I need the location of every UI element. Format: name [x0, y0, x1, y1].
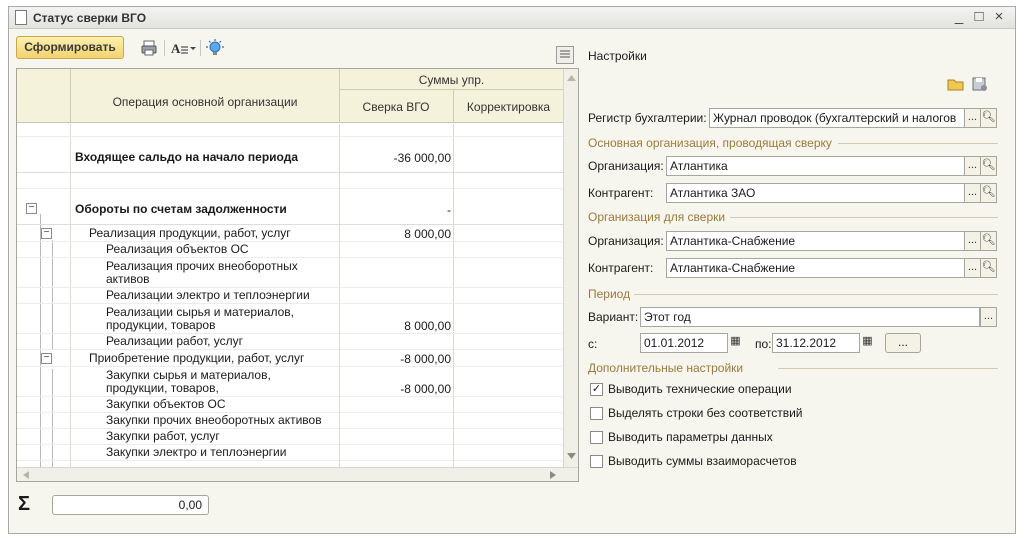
table-header	[17, 69, 564, 123]
open-folder-icon[interactable]	[947, 76, 965, 92]
checkbox-unmatched-label[interactable]: Выделять строки без соответствий	[608, 406, 803, 420]
table-row[interactable]: Реализация прочих внеоборотных активов	[17, 258, 564, 288]
sum-field[interactable]: 0,00	[52, 495, 209, 515]
list-icon	[557, 47, 573, 63]
table-row[interactable]: Закупки объектов ОС	[17, 397, 564, 413]
table-row[interactable]: Закупки электро и теплоэнергии	[17, 445, 564, 461]
search-icon[interactable]: 🔍︎	[980, 183, 997, 203]
sum-symbol: Σ	[18, 493, 31, 515]
totals-bar	[16, 493, 276, 517]
contractor2-label: Контрагент:	[588, 261, 654, 275]
report-toolbar	[16, 36, 576, 60]
checkbox-data-params-label[interactable]: Выводить параметры данных	[608, 430, 773, 444]
table-row[interactable]: Закупки работ, услуг	[17, 429, 564, 445]
variant-field[interactable]: Этот год	[640, 307, 980, 327]
variant-label: Вариант:	[588, 310, 639, 324]
save-settings-icon[interactable]	[971, 76, 989, 92]
document-icon	[15, 10, 27, 25]
table-row[interactable]	[17, 173, 564, 189]
org2-select-button[interactable]: ...	[964, 231, 981, 251]
register-field[interactable]: Журнал проводок (бухгалтерский и налогов	[709, 108, 965, 128]
table-row[interactable]: − Обороты по счетам задолженности -	[17, 189, 564, 225]
minimize-button[interactable]: _	[954, 8, 964, 25]
title-bar	[9, 7, 1015, 29]
variant-select-button[interactable]: ...	[980, 307, 997, 327]
vertical-scrollbar[interactable]	[563, 69, 578, 467]
scroll-right-icon[interactable]	[550, 471, 556, 479]
contractor-label: Контрагент:	[588, 186, 654, 200]
search-icon[interactable]: 🔍︎	[980, 231, 997, 251]
table-row[interactable]: Входящее сальдо на начало периода -36 000,00	[17, 137, 564, 173]
date-to-field[interactable]: 31.12.2012	[772, 333, 860, 353]
scroll-up-icon[interactable]	[567, 75, 576, 81]
scroll-left-icon[interactable]	[23, 471, 29, 479]
table-row[interactable]: Реализации сырья и материалов, продукции, товаров 8 000,00	[17, 304, 564, 334]
extra-section: Дополнительные настройки	[588, 361, 998, 375]
org-select-button[interactable]: ...	[964, 156, 981, 176]
table-row[interactable]: Реализация объектов ОС	[17, 242, 564, 258]
settings-actions	[947, 76, 991, 92]
toolbar-separator	[164, 40, 165, 56]
close-button[interactable]: ×	[994, 8, 1004, 25]
main-org-section: Основная организация, проводящая сверку	[588, 136, 998, 150]
from-label: с:	[588, 337, 598, 351]
table-row[interactable]: − Приобретение продукции, работ, услуг -8 000,00	[17, 350, 564, 367]
settings-title: Настройки	[588, 49, 647, 63]
org2-label: Организация:	[588, 234, 664, 248]
collapse-icon[interactable]: −	[41, 353, 52, 364]
org2-field[interactable]: Атлантика-Снабжение	[666, 231, 965, 251]
search-icon[interactable]: 🔍︎	[980, 108, 997, 128]
toolbar-separator	[200, 40, 201, 56]
contractor-field[interactable]: Атлантика ЗАО	[666, 183, 965, 203]
table-row[interactable]: Реализации работ, услуг	[17, 334, 564, 350]
svg-text:A: A	[171, 41, 181, 56]
table-row[interactable]: Закупки прочих внеоборотных активов	[17, 413, 564, 429]
horizontal-scrollbar[interactable]	[17, 467, 578, 481]
org-field[interactable]: Атлантика	[666, 156, 965, 176]
settings-toggle-button[interactable]	[556, 46, 574, 64]
scroll-down-icon[interactable]	[567, 453, 576, 459]
contractor2-field[interactable]: Атлантика-Снабжение	[666, 258, 965, 278]
checkbox-tech-ops[interactable]: ✓	[591, 383, 602, 395]
generate-button[interactable]: Сформировать	[16, 36, 124, 59]
period-section: Период	[588, 287, 998, 301]
checkbox-tech-ops-label[interactable]: Выводить технические операции	[608, 382, 792, 396]
period-choose-button[interactable]: ...	[885, 333, 921, 353]
lightbulb-icon[interactable]	[206, 39, 224, 57]
org-label: Организация:	[588, 159, 664, 173]
report-table[interactable]	[16, 68, 579, 482]
maximize-button[interactable]: □	[974, 8, 984, 25]
calendar-icon[interactable]: ▦	[730, 335, 741, 347]
contractor2-select-button[interactable]: ...	[964, 258, 981, 278]
sums-group-header[interactable]: Суммы упр.	[418, 73, 485, 87]
to-label: по:	[755, 337, 772, 351]
calendar-icon[interactable]: ▦	[862, 335, 873, 347]
font-format-icon[interactable]	[170, 39, 196, 57]
window-title: Статус сверки ВГО	[33, 11, 147, 25]
collapse-icon[interactable]: −	[26, 203, 37, 214]
contractor-select-button[interactable]: ...	[964, 183, 981, 203]
reconcile-header[interactable]: Сверка ВГО	[362, 100, 430, 114]
collapse-icon[interactable]: −	[41, 228, 52, 239]
checkbox-unmatched[interactable]	[590, 407, 603, 420]
date-from-field[interactable]: 01.01.2012	[640, 333, 728, 353]
recon-org-section: Организация для сверки	[588, 210, 998, 224]
table-row[interactable]: Закупки сырья и материалов, продукции, товаров, -8 000,00	[17, 367, 564, 397]
register-label: Регистр бухгалтерии:	[588, 111, 707, 125]
correction-header[interactable]: Корректировка	[466, 100, 551, 114]
table-row[interactable]: − Реализация продукции, работ, услуг 8 000,00	[17, 225, 564, 242]
checkbox-mutual-sums-label[interactable]: Выводить суммы взаиморасчетов	[608, 454, 797, 468]
print-icon[interactable]	[140, 39, 158, 57]
table-row[interactable]	[17, 124, 564, 137]
register-select-button[interactable]: ...	[964, 108, 981, 128]
checkbox-mutual-sums[interactable]	[590, 455, 603, 468]
search-icon[interactable]: 🔍︎	[980, 258, 997, 278]
operation-header[interactable]: Операция основной организации	[112, 95, 298, 109]
checkbox-data-params[interactable]	[590, 431, 603, 444]
search-icon[interactable]: 🔍︎	[980, 156, 997, 176]
table-row[interactable]: Реализации электро и теплоэнергии	[17, 288, 564, 304]
